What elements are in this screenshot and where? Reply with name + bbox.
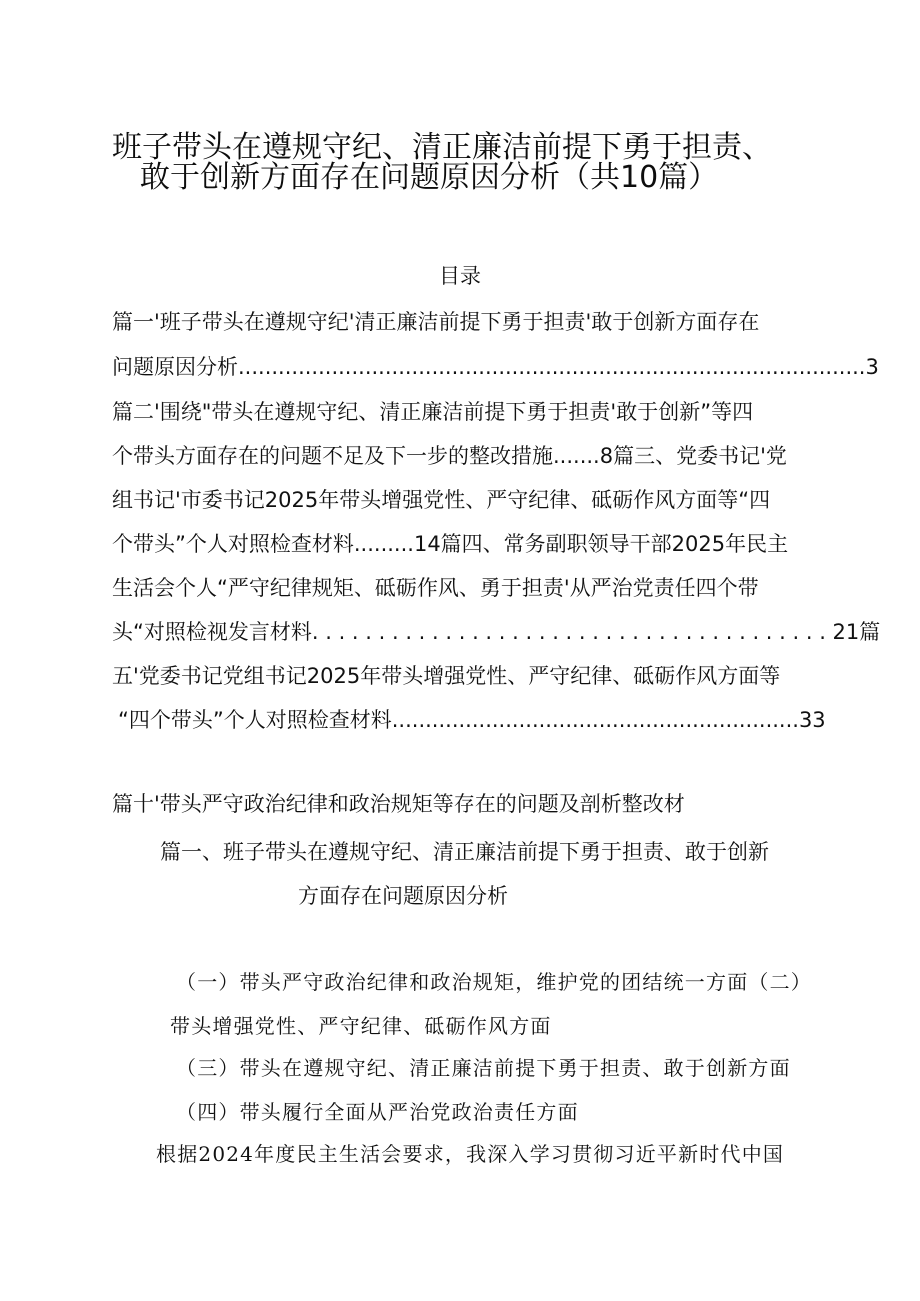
section-ten-heading: 篇十'带头严守政治纪律和政治规矩等存在的问题及剖析整改材 — [112, 792, 685, 816]
toc-line-8[interactable]: 头“对照检视发言材料. . . . . . . . . . . . . . . . . . . . . . . . . . . . . . . . . . . . . . . 21篇 — [112, 620, 881, 644]
toc-line-5[interactable]: 组书记'市委书记2025年带头增强党性、严守纪律、砥砺作风方面等“四 — [112, 488, 771, 512]
toc-line-10[interactable]: “四个带头”个人对照检查材料.............................................................33 — [118, 708, 826, 732]
body-line-3: （三）带头在遵规守纪、清正廉洁前提下勇于担责、敢于创新方面 — [176, 1056, 791, 1080]
section-one-heading-line-2: 方面存在问题原因分析 — [298, 884, 508, 908]
section-one-heading-line-1: 篇一、班子带头在遵规守纪、清正廉洁前提下勇于担责、敢于创新 — [160, 840, 769, 864]
toc-line-7[interactable]: 生活会个人“严守纪律规矩、砥砺作风、勇于担责'从严治党责任四个带 — [112, 576, 759, 600]
body-line-2: 带头增强党性、严守纪律、砥砺作风方面 — [170, 1014, 552, 1038]
body-line-4: （四）带头履行全面从严治党政治责任方面 — [176, 1100, 579, 1124]
toc-line-9[interactable]: 五'党委书记党组书记2025年带头增强党性、严守纪律、砥砺作风方面等 — [112, 664, 781, 688]
toc-line-4[interactable]: 个带头方面存在的问题不足及下一步的整改措施.......8篇三、党委书记'党 — [112, 444, 787, 468]
document-title-line-1: 班子带头在遵规守纪、清正廉洁前提下勇于担责、 — [112, 130, 772, 165]
toc-heading: 目录 — [439, 264, 481, 288]
document-title-line-2: 敢于创新方面存在问题原因分析（共10篇） — [140, 160, 719, 195]
body-line-1: （一）带头严守政治纪律和政治规矩，维护党的团结统一方面（二） — [176, 970, 812, 994]
toc-line-1[interactable]: 篇一'班子带头在遵规守纪'清正廉洁前提下勇于担责'敢于创新方面存在 — [112, 310, 760, 334]
toc-line-2[interactable]: 问题原因分析..............................................................................................3 — [112, 355, 879, 379]
body-line-5: 根据2024年度民主生活会要求，我深入学习贯彻习近平新时代中国 — [156, 1142, 785, 1166]
toc-line-3[interactable]: 篇二'围绕"带头在遵规守纪、清正廉洁前提下勇于担责'敢于创新”等四 — [112, 400, 754, 424]
toc-line-6[interactable]: 个带头”个人对照检查材料.........14篇四、常务副职领导干部2025年民主 — [112, 532, 789, 556]
